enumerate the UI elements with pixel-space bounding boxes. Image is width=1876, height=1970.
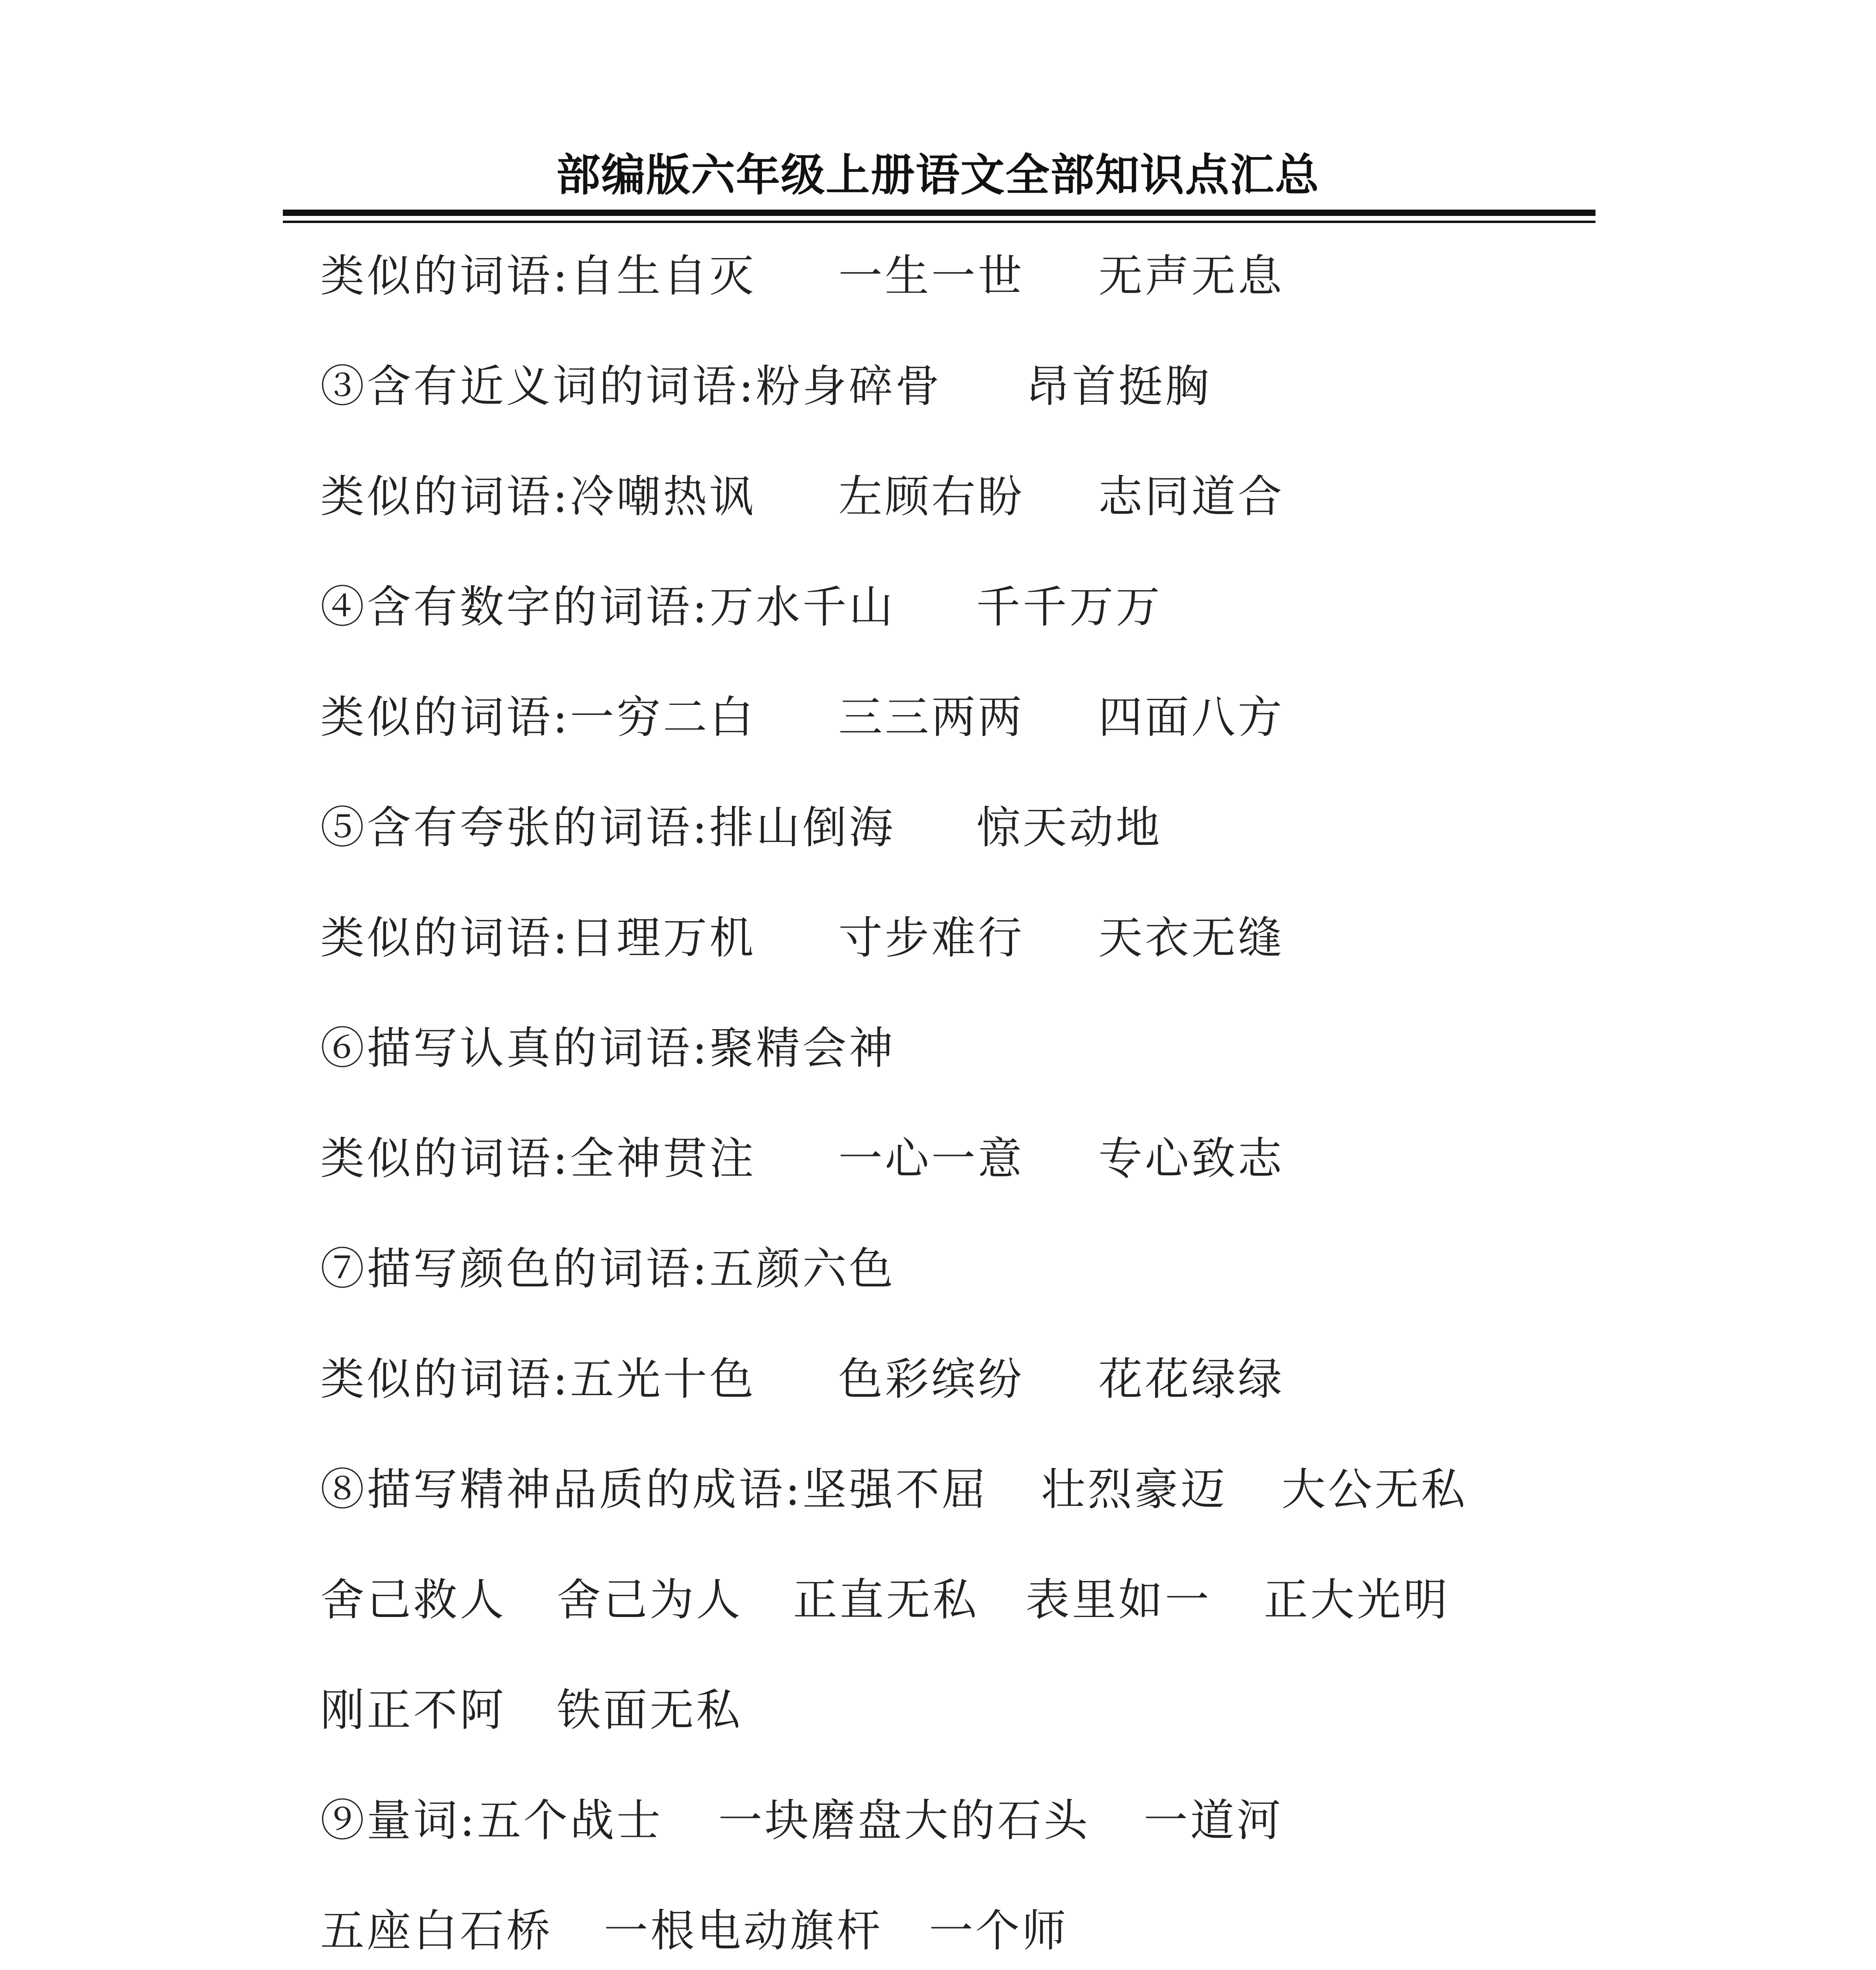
line-1-segment-1: 类似的词语:自生自灭 bbox=[320, 251, 756, 302]
title-divider-thin bbox=[283, 221, 1596, 223]
line-4-segment-2: 千千万万 bbox=[976, 582, 1162, 633]
line-3-segment-2: 左顾右盼 bbox=[838, 471, 1024, 522]
line-15-segment-3: 一道河 bbox=[1144, 1795, 1283, 1846]
line-14-segment-2: 铁面无私 bbox=[557, 1685, 743, 1736]
title-divider-thick bbox=[283, 210, 1596, 216]
line-14-segment-1: 刚正不阿 bbox=[320, 1685, 506, 1736]
line-5-segment-3: 四面八方 bbox=[1098, 692, 1284, 743]
line-13-segment-2: 舍己为人 bbox=[557, 1574, 743, 1626]
line-11-segment-2: 色彩缤纷 bbox=[838, 1354, 1024, 1405]
line-16-segment-2: 一根电动旗杆 bbox=[604, 1905, 883, 1957]
line-7-segment-3: 天衣无缝 bbox=[1098, 913, 1284, 964]
line-6-segment-2: 惊天动地 bbox=[976, 802, 1162, 853]
line-2-segment-1: ③含有近义词的词语:粉身碎骨 bbox=[320, 361, 942, 412]
line-7-segment-2: 寸步难行 bbox=[838, 913, 1024, 964]
line-9-segment-1: 类似的词语:全神贯注 bbox=[320, 1133, 756, 1184]
line-7-segment-1: 类似的词语:日理万机 bbox=[320, 913, 756, 964]
line-11-segment-3: 花花绿绿 bbox=[1098, 1354, 1284, 1405]
line-15-segment-2: 一块磨盘大的石头 bbox=[718, 1795, 1090, 1846]
line-15-segment-1: ⑨量词:五个战士 bbox=[320, 1795, 663, 1846]
line-2-segment-2: 昂首挺胸 bbox=[1025, 361, 1211, 412]
line-6-segment-1: ⑤含有夸张的词语:排山倒海 bbox=[320, 802, 895, 853]
line-9-segment-3: 专心致志 bbox=[1098, 1133, 1284, 1184]
line-13-segment-3: 正直无私 bbox=[793, 1574, 979, 1626]
line-4-segment-1: ④含有数字的词语:万水千山 bbox=[320, 582, 895, 633]
line-11-segment-1: 类似的词语:五光十色 bbox=[320, 1354, 756, 1405]
line-5-segment-1: 类似的词语:一穷二白 bbox=[320, 692, 756, 743]
line-13-segment-4: 表里如一 bbox=[1025, 1574, 1211, 1626]
line-12-segment-3: 大公无私 bbox=[1282, 1464, 1467, 1515]
line-1-segment-2: 一生一世 bbox=[838, 251, 1024, 302]
line-5-segment-2: 三三两两 bbox=[838, 692, 1024, 743]
line-3-segment-3: 志同道合 bbox=[1098, 471, 1284, 522]
line-12-segment-1: ⑧描写精神品质的成语:坚强不屈 bbox=[320, 1464, 988, 1515]
line-1-segment-3: 无声无息 bbox=[1098, 251, 1284, 302]
line-9-segment-2: 一心一意 bbox=[838, 1133, 1024, 1184]
line-13-segment-1: 舍己救人 bbox=[320, 1574, 506, 1626]
line-8-segment-1: ⑥描写认真的词语:聚精会神 bbox=[320, 1023, 895, 1074]
line-16-segment-3: 一个师 bbox=[929, 1905, 1068, 1957]
line-12-segment-2: 壮烈豪迈 bbox=[1041, 1464, 1227, 1515]
line-16-segment-1: 五座白石桥 bbox=[320, 1905, 553, 1957]
document-title: 部编版六年级上册语文全部知识点汇总 bbox=[556, 149, 1320, 201]
line-13-segment-5: 正大光明 bbox=[1264, 1574, 1450, 1626]
line-3-segment-1: 类似的词语:冷嘲热讽 bbox=[320, 471, 756, 522]
line-10-segment-1: ⑦描写颜色的词语:五颜六色 bbox=[320, 1243, 895, 1295]
